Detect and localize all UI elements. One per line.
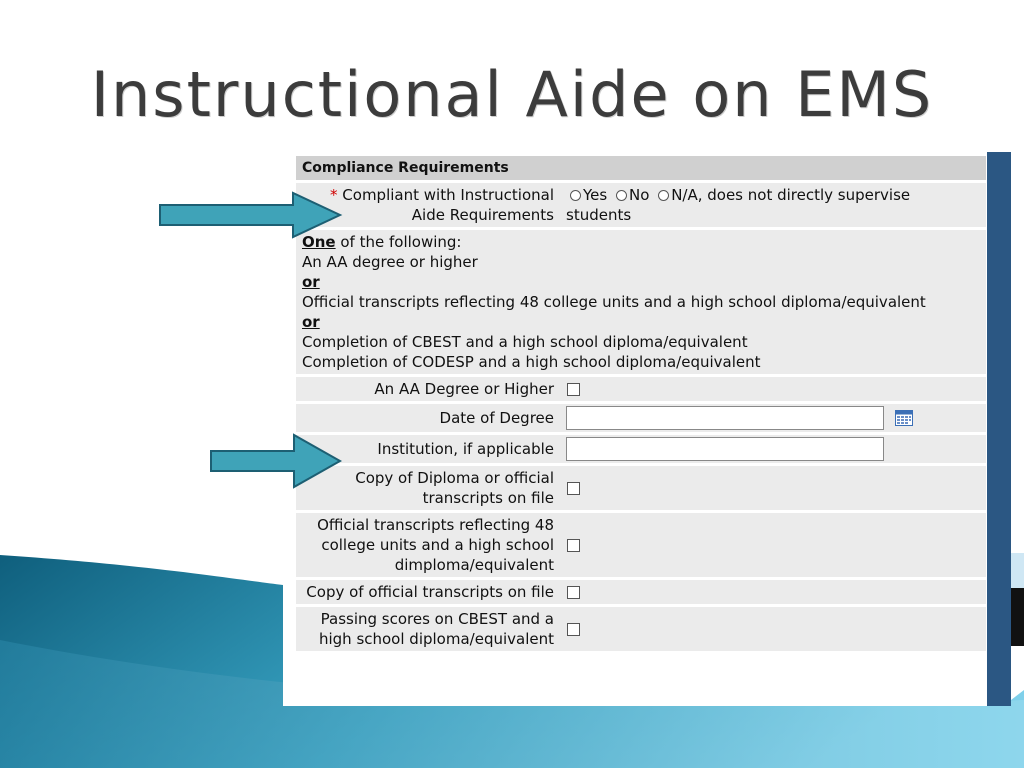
note-line4: Completion of CBEST and a high school diploma/equivalent xyxy=(302,333,748,351)
compliance-form xyxy=(296,153,986,654)
compliance-form-panel xyxy=(283,150,987,706)
date-of-degree-row xyxy=(296,404,986,432)
sidebar-blue-bar xyxy=(987,152,1011,706)
copy-official-label: Copy of official transcripts on file xyxy=(296,580,560,604)
requirements-note xyxy=(296,230,986,374)
official-transcripts-label: Official transcripts reflecting 48 college units and a high school dimploma/equivalent xyxy=(296,513,560,577)
note-one: One xyxy=(302,233,336,251)
radio-na-label: N/A, does not directly supervise students xyxy=(566,186,911,224)
compliant-row xyxy=(296,183,986,227)
aa-degree-checkbox[interactable] xyxy=(567,383,580,396)
copy-diploma-label: Copy of Diploma or official transcripts on file xyxy=(296,466,560,510)
aa-degree-label: An AA Degree or Higher xyxy=(296,377,560,401)
radio-no-label: No xyxy=(629,186,650,204)
compliant-label-text: Compliant with Instructional Aide Requirements xyxy=(342,186,554,224)
date-of-degree-input[interactable] xyxy=(566,406,884,430)
official-transcripts-checkbox[interactable] xyxy=(567,539,580,552)
cbest-label: Passing scores on CBEST and a high school diploma/equivalent xyxy=(296,607,560,651)
aa-degree-row xyxy=(296,377,986,401)
note-or-1: or xyxy=(302,273,320,291)
cbest-row xyxy=(296,607,986,651)
note-line5: Completion of CODESP and a high school diploma/equivalent xyxy=(302,353,761,371)
requirements-note-row xyxy=(296,230,986,374)
note-line3: Official transcripts reflecting 48 college units and a high school diploma/equivalent xyxy=(302,293,926,311)
cbest-checkbox[interactable] xyxy=(567,623,580,636)
radio-na[interactable] xyxy=(658,190,669,201)
official-transcripts-row xyxy=(296,513,986,577)
decorative-strip-dark xyxy=(1011,588,1024,646)
required-mark: * xyxy=(330,186,338,204)
copy-official-row xyxy=(296,580,986,604)
section-header: Compliance Requirements xyxy=(296,156,986,180)
compliant-options xyxy=(560,183,986,227)
radio-yes-label: Yes xyxy=(583,186,608,204)
copy-diploma-row xyxy=(296,466,986,510)
date-of-degree-label: Date of Degree xyxy=(296,404,560,432)
slide-title: Instructional Aide on EMS xyxy=(90,58,934,131)
radio-no[interactable] xyxy=(616,190,627,201)
pointer-arrow-date xyxy=(209,432,344,490)
note-or-2: or xyxy=(302,313,320,331)
copy-diploma-checkbox[interactable] xyxy=(567,482,580,495)
calendar-icon[interactable] xyxy=(895,410,913,426)
radio-yes[interactable] xyxy=(570,190,581,201)
copy-official-checkbox[interactable] xyxy=(567,586,580,599)
institution-label: Institution, if applicable xyxy=(296,435,560,463)
decorative-strip xyxy=(1011,553,1024,588)
institution-row xyxy=(296,435,986,463)
section-header-row xyxy=(296,156,986,180)
institution-input[interactable] xyxy=(566,437,884,461)
note-line1: of the following: xyxy=(335,233,462,251)
note-line2: An AA degree or higher xyxy=(302,253,478,271)
pointer-arrow-compliant xyxy=(158,190,344,240)
